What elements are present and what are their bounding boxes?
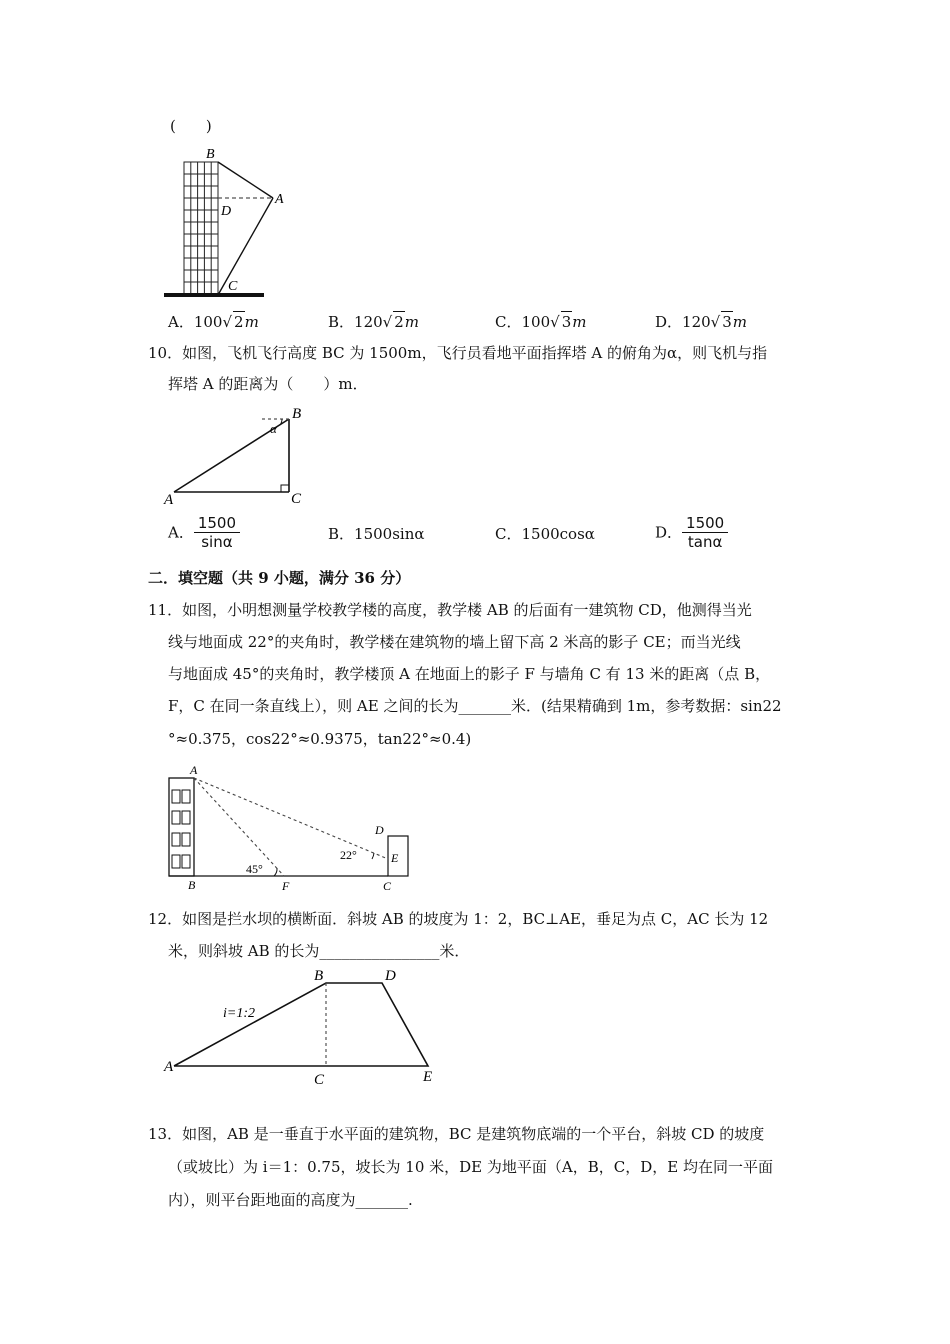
q12-label-b: B	[314, 968, 324, 984]
q9-label-b: B	[206, 147, 215, 162]
q9-label-c: C	[228, 279, 238, 294]
q11-label-d: D	[375, 823, 384, 837]
q12-label-d: D	[385, 968, 396, 984]
q11-label-a: A	[190, 763, 198, 777]
q12-label-slope: i=1:2	[223, 1006, 255, 1021]
q10-text-line2: 挥塔 A 的距离为（ ）m．	[168, 375, 368, 393]
q10-option-d[interactable]: D． $\frac{1500}{\tan\alpha}$	[655, 514, 728, 551]
q10-label-c: C	[291, 491, 302, 507]
q9-answer-paren: ( )	[170, 117, 212, 135]
q10-option-c[interactable]: C．1500cosα	[495, 525, 595, 543]
q11-label-b: B	[188, 878, 196, 892]
q9-option-c[interactable]: C．100√ 3m	[495, 313, 587, 331]
q11-label-c: C	[383, 879, 392, 893]
q9-line-ba	[218, 162, 273, 198]
q9-figure	[160, 140, 300, 302]
q11-text-line2: 线与地面成 22°的夹角时，教学楼在建筑物的墙上留下高 2 米高的影子 CE；而当光线	[168, 633, 741, 651]
q10-label-a: A	[164, 492, 174, 508]
q10-text-line1: 10．如图，飞机飞行高度 BC 为 1500m，飞行员看地平面指挥塔 A 的俯角为α，则飞机与指	[148, 344, 768, 362]
q10-figure	[160, 400, 340, 510]
q13-text-line1: 13．如图，AB 是一垂直于水平面的建筑物，BC 是建筑物底端的一个平台，斜坡 CD 的坡度	[148, 1125, 765, 1143]
q10-label-alpha: α	[270, 421, 277, 436]
q9-option-b[interactable]: B．120√ 2m	[328, 313, 420, 331]
q11-label-f: F	[282, 879, 290, 893]
q11-label-45: 45°	[246, 862, 263, 876]
q10-option-a[interactable]: A． $\frac{1500}{\sin\alpha}$	[168, 514, 240, 551]
q9-building	[184, 162, 218, 295]
q11-figure	[160, 758, 430, 894]
q13-text-line2: （或坡比）为 i＝1：0.75，坡长为 10 米，DE 为地平面（A，B，C，D，E 均在同一平面	[168, 1158, 773, 1176]
q13-text-line3: 内），则平台距地面的高度为_______.	[168, 1191, 413, 1209]
q11-text-line3: 与地面成 45°的夹角时，教学楼顶 A 在地面上的影子 F 与墙角 C 有 13 米的距离（点 B，	[168, 665, 771, 683]
q11-text-line1: 11．如图，小明想测量学校教学楼的高度，教学楼 AB 的后面有一建筑物 CD，他测得当光	[148, 601, 752, 619]
q11-label-22: 22°	[340, 848, 357, 862]
q10-label-b: B	[292, 406, 302, 422]
q12-text-line2: 米，则斜坡 AB 的长为________________米．	[168, 942, 470, 960]
q9-option-d[interactable]: D．120√ 3m	[655, 313, 748, 331]
q12-label-e: E	[423, 1069, 433, 1085]
q9-label-d: D	[221, 204, 232, 219]
q9-label-a: A	[275, 192, 284, 207]
q12-label-c: C	[314, 1072, 325, 1088]
q12-label-a: A	[164, 1059, 174, 1075]
q11-label-e: E	[391, 851, 399, 865]
q11-text-line5: °≈0.375，cos22°≈0.9375，tan22°≈0.4)	[168, 730, 472, 748]
q12-figure	[160, 965, 450, 1090]
section-heading: 二．填空题（共 9 小题，满分 36 分）	[148, 569, 411, 587]
q11-text-line4: F，C 在同一条直线上），则 AE 之间的长为_______米．(结果精确到 1m，参考数据：sin22	[168, 697, 782, 715]
q9-option-a[interactable]: A．100√ 2m	[168, 313, 259, 331]
q12-text-line1: 12．如图是拦水坝的横断面．斜坡 AB 的坡度为 1：2，BC⊥AE，垂足为点 C，AC 长为 12	[148, 910, 769, 928]
q10-option-b[interactable]: B．1500sinα	[328, 525, 425, 543]
